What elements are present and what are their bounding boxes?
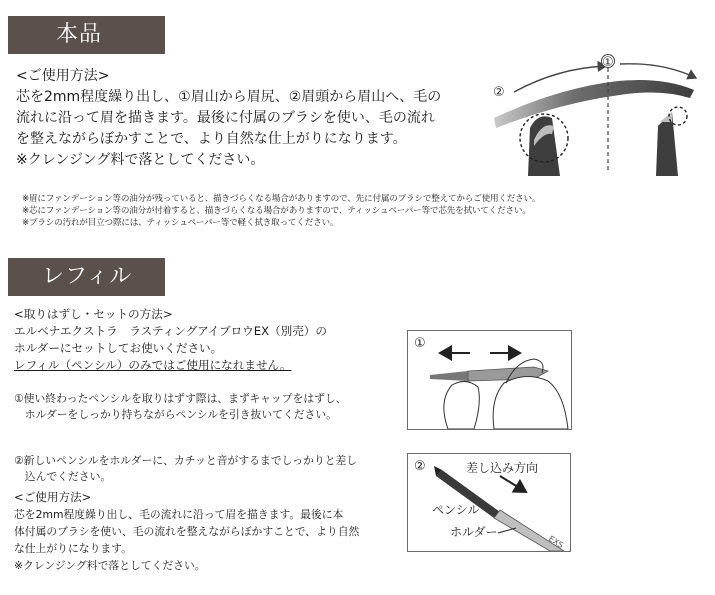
- label-2: ②: [493, 85, 505, 100]
- refill-usage-title: <ご使用方法>: [14, 490, 92, 504]
- section-heading-honpin: [8, 16, 165, 54]
- figure1-number: ①: [414, 336, 426, 351]
- refill-usage-3: な仕上がりになります。: [14, 542, 132, 555]
- holder-label: ホルダー: [450, 525, 498, 539]
- honpin-note-3: ※ブラシの汚れが目立つ際には、ティッシュペーパー等で軽く拭き取ってください。: [22, 218, 339, 228]
- eyebrow-diagram: [488, 48, 710, 182]
- refill-step2-line-2: 込んでください。: [14, 470, 112, 483]
- honpin-usage-title: <ご使用方法>: [16, 68, 110, 84]
- honpin-line-1: 芯を2mm程度繰り出し、①眉山から眉尻、②眉頭から眉山へ、毛の: [16, 89, 442, 105]
- figure-remove-pencil: [407, 330, 572, 430]
- insert-direction-label: 差し込み方向: [466, 461, 539, 475]
- refill-intro-2: ホルダーにセットしてお使いください。: [14, 341, 223, 355]
- honpin-line-2: 流れに沿って眉を描きます。最後に付属のブラシを使い、毛の流れ: [16, 110, 435, 126]
- figure2-number: ②: [414, 459, 426, 474]
- section-heading-refill: [8, 258, 165, 296]
- refill-intro-1: エルベナエクストラ ラスティングアイブロウEX（別売）の: [14, 324, 327, 338]
- refill-step1-line-2: ホルダーをしっかり持ちながらペンシルを引き抜いてください。: [14, 408, 337, 421]
- label-1: ①: [602, 55, 614, 70]
- figure-remove-pencil-illustration: [408, 331, 571, 429]
- figure-insert-pencil: [407, 453, 571, 552]
- refill-warning: レフィル（ペンシル）のみではご使用になれません。: [14, 358, 292, 372]
- refill-step1-line-1: ①使い終わったペンシルを取りはずす際は、まずキャップをはずし、: [14, 392, 347, 405]
- heading-text: 本品: [56, 22, 103, 47]
- honpin-line-4: ※クレンジング料で落としてください。: [16, 152, 265, 168]
- honpin-note-1: ※眉にファンデーション等の油分が残っていると、描きづらくなる場合がありますので、先に付属のブラシで整えてからご使用ください。: [22, 194, 541, 204]
- refill-set-title: <取りはずし・セットの方法>: [14, 307, 173, 321]
- pencil-tip-left: [528, 116, 560, 176]
- pencil-label: ペンシル: [432, 503, 480, 517]
- refill-usage-1: 芯を2mm程度繰り出し、毛の流れに沿って眉を描きます。最後に本: [14, 508, 344, 521]
- refill-step2-line-1: ②新しいペンシルをホルダーに、カチッと音がするまでしっかりと差し: [14, 454, 358, 467]
- arrow-1: [620, 64, 696, 78]
- brand-mark: EXS: [546, 534, 565, 550]
- heading-text: レフィル: [42, 264, 133, 289]
- refill-usage-2: 体付属のブラシを使い、毛の流れを整えながらぼかすことで、より自然: [14, 525, 360, 538]
- refill-usage-4: ※クレンジング料で落としてください。: [14, 559, 206, 572]
- honpin-note-2: ※芯にファンデーション等の油分が付着すると、描きづらくなる場合がありますので、ティッシュペーパー等で芯先を拭いてください。: [22, 206, 531, 216]
- honpin-line-3: を整えながらぼかすことで、より自然な仕上がりになります。: [16, 131, 407, 147]
- figure-insert-pencil-illustration: [408, 454, 570, 551]
